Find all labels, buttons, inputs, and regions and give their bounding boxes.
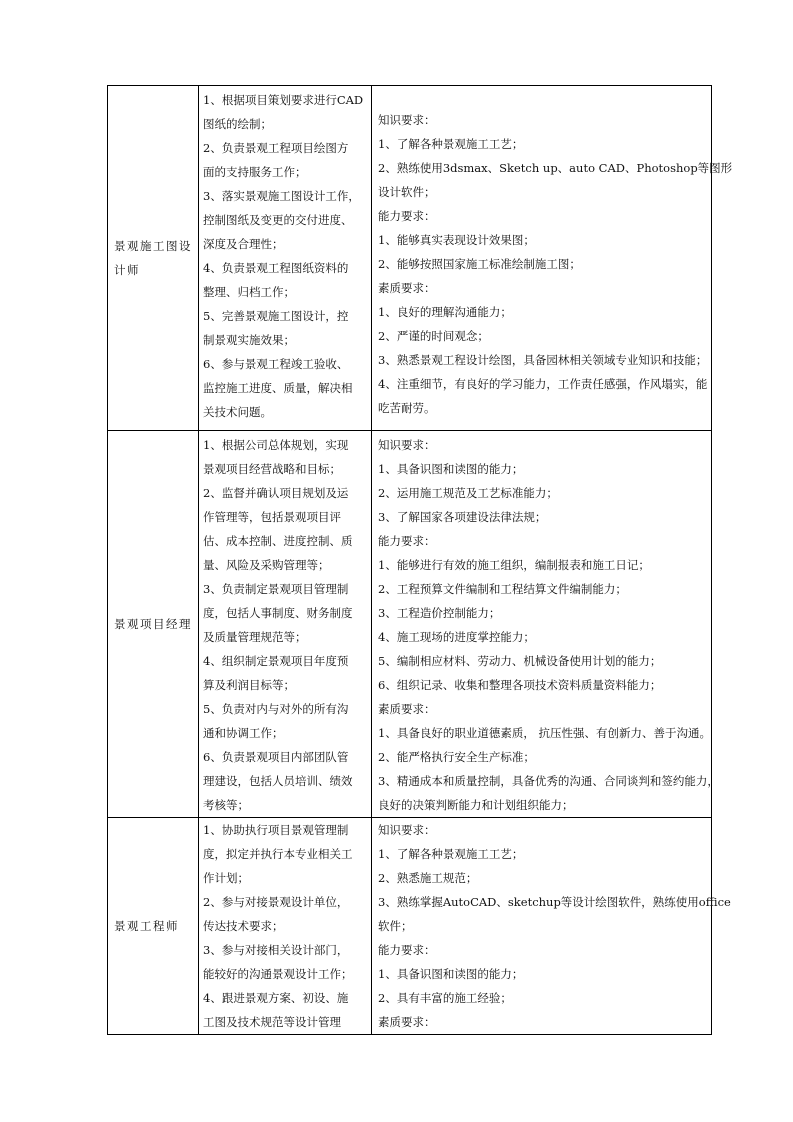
duty-line: 6、参与景观工程竣工验收、 <box>203 357 349 371</box>
job-title-cell <box>108 86 199 431</box>
requirement-line: 能力要求： <box>378 534 436 548</box>
job-description-table <box>107 85 733 1035</box>
job-title-cell <box>108 818 199 1035</box>
table-row <box>108 818 712 1035</box>
duty-line: 度，拟定并执行本专业相关工 <box>203 847 353 861</box>
requirement-line: 6、组织记录、收集和整理各项技术资料质量资料能力； <box>378 678 662 692</box>
requirement-line: 2、工程预算文件编制和工程结算文件编制能力； <box>378 582 627 596</box>
duty-line: 6、负责景观项目内部团队管 <box>203 750 349 764</box>
requirement-line: 能力要求： <box>378 943 436 957</box>
duty-line: 理建设，包括人员培训、绩效 <box>203 774 353 788</box>
requirement-line: 设计软件； <box>378 185 436 199</box>
duty-line: 3、负责制定景观项目管理制 <box>203 582 349 596</box>
duty-line: 1、根据公司总体规划，实现 <box>203 438 349 452</box>
requirement-line: 知识要求： <box>378 823 436 837</box>
duty-line: 传达技术要求； <box>203 919 284 933</box>
job-duties-cell <box>199 86 372 431</box>
requirement-line: 软件； <box>378 919 413 933</box>
requirement-list <box>378 86 733 420</box>
duty-list <box>203 431 367 817</box>
job-requirements-cell <box>372 86 733 431</box>
requirement-line: 3、熟练掌握AutoCAD、sketchup等设计绘图软件，熟练使用office <box>378 895 731 909</box>
duty-line: 4、跟进景观方案、初设、施 <box>203 991 349 1005</box>
duty-line: 1、根据项目策划要求进行CAD <box>203 93 364 107</box>
duty-line: 2、监督并确认项目规划及运 <box>203 486 349 500</box>
requirement-line: 知识要求： <box>378 113 436 127</box>
job-title: 景观施工图设计师 <box>114 239 192 277</box>
requirement-line: 知识要求： <box>378 438 436 452</box>
requirement-line: 3、熟悉景观工程设计绘图，具备园林相关领域专业知识和技能； <box>378 353 708 367</box>
requirement-line: 4、施工现场的进度掌控能力； <box>378 630 535 644</box>
requirement-line: 2、严谨的时间观念； <box>378 329 489 343</box>
requirement-line: 1、具备识图和读图的能力； <box>378 967 524 981</box>
requirement-list <box>378 818 731 1034</box>
duty-line: 工图及技术规范等设计管理 <box>203 1015 341 1029</box>
duty-line: 深度及合理性； <box>203 237 284 251</box>
requirement-line: 2、能严格执行安全生产标准； <box>378 750 535 764</box>
duty-line: 5、完善景观施工图设计，控 <box>203 309 349 323</box>
duty-list <box>203 86 367 424</box>
requirement-line: 1、具备识图和读图的能力； <box>378 462 524 476</box>
duty-line: 作计划； <box>203 871 249 885</box>
job-title: 景观工程师 <box>114 919 179 933</box>
duty-line: 2、负责景观工程项目绘图方 <box>203 141 349 155</box>
requirement-line: 3、了解国家各项建设法律法规； <box>378 510 547 524</box>
requirement-line: 2、熟练使用3dsmax、Sketch up、auto CAD、Photoshop等图形 <box>378 161 733 175</box>
requirement-line: 1、良好的理解沟通能力； <box>378 305 512 319</box>
requirement-line: 素质要求： <box>378 281 436 295</box>
requirement-line: 素质要求： <box>378 1015 436 1029</box>
duty-line: 考核等； <box>203 798 249 812</box>
job-requirements-cell <box>372 818 731 1035</box>
duty-line: 能较好的沟通景观设计工作； <box>203 967 353 981</box>
requirement-line: 3、精通成本和质量控制，具备优秀的沟通、合同谈判和签约能力， <box>378 774 719 788</box>
duty-line: 控制图纸及变更的交付进度、 <box>203 213 353 227</box>
requirement-line: 3、工程造价控制能力； <box>378 606 501 620</box>
requirement-line: 能力要求： <box>378 209 436 223</box>
duty-line: 估、成本控制、进度控制、质 <box>203 534 353 548</box>
table-row <box>108 86 712 431</box>
requirement-line: 2、运用施工规范及工艺标准能力； <box>378 486 558 500</box>
duty-line: 4、负责景观工程图纸资料的 <box>203 261 349 275</box>
requirement-line: 1、能够进行有效的施工组织，编制报表和施工日记； <box>378 558 650 572</box>
duty-line: 通和协调工作； <box>203 726 284 740</box>
requirement-line: 良好的决策判断能力和计划组织能力； <box>378 798 574 812</box>
table-row <box>108 431 712 818</box>
duty-line: 关技术问题。 <box>203 405 272 419</box>
duty-line: 整理、归档工作； <box>203 285 295 299</box>
duty-line: 度，包括人事制度、财务制度 <box>203 606 353 620</box>
requirement-line: 5、编制相应材料、劳动力、机械设备使用计划的能力； <box>378 654 662 668</box>
duty-line: 及质量管理规范等； <box>203 630 307 644</box>
requirement-line: 1、具备良好的职业道德素质， 抗压性强、有创新力、善于沟通。 <box>378 726 711 740</box>
duty-line: 制景观实施效果； <box>203 333 295 347</box>
duty-line: 3、参与对接相关设计部门， <box>203 943 349 957</box>
requirement-line: 2、能够按照国家施工标准绘制施工图； <box>378 257 581 271</box>
duty-line: 监控施工进度、质量，解决相 <box>203 381 353 395</box>
requirement-line: 1、了解各种景观施工工艺； <box>378 847 524 861</box>
job-duties-cell <box>199 818 372 1035</box>
duty-list <box>203 818 367 1034</box>
duty-line: 算及利润目标等； <box>203 678 295 692</box>
job-title-cell <box>108 431 199 818</box>
requirement-line: 4、注重细节，有良好的学习能力，工作责任感强，作风塌实，能 <box>378 377 708 391</box>
duty-line: 量、风险及采购管理等； <box>203 558 330 572</box>
duty-line: 1、协助执行项目景观管理制 <box>203 823 349 837</box>
requirement-line: 素质要求： <box>378 702 436 716</box>
requirement-line: 2、具有丰富的施工经验； <box>378 991 512 1005</box>
duty-line: 3、落实景观施工图设计工作， <box>203 189 360 203</box>
duty-line: 5、负责对内与对外的所有沟 <box>203 702 349 716</box>
job-requirements-cell <box>372 431 719 818</box>
duty-line: 4、组织制定景观项目年度预 <box>203 654 349 668</box>
job-title: 景观项目经理 <box>114 617 192 631</box>
requirement-line: 2、熟悉施工规范； <box>378 871 478 885</box>
duty-line: 2、参与对接景观设计单位， <box>203 895 349 909</box>
duty-line: 作管理等，包括景观项目评 <box>203 510 341 524</box>
duty-line: 面的支持服务工作； <box>203 165 307 179</box>
requirement-line: 吃苦耐劳。 <box>378 401 436 415</box>
duty-line: 景观项目经营战略和目标； <box>203 462 341 476</box>
requirement-list <box>378 431 719 817</box>
requirement-line: 1、能够真实表现设计效果图； <box>378 233 535 247</box>
job-duties-cell <box>199 431 372 818</box>
requirement-line: 1、了解各种景观施工工艺； <box>378 137 524 151</box>
duty-line: 图纸的绘制； <box>203 117 272 131</box>
